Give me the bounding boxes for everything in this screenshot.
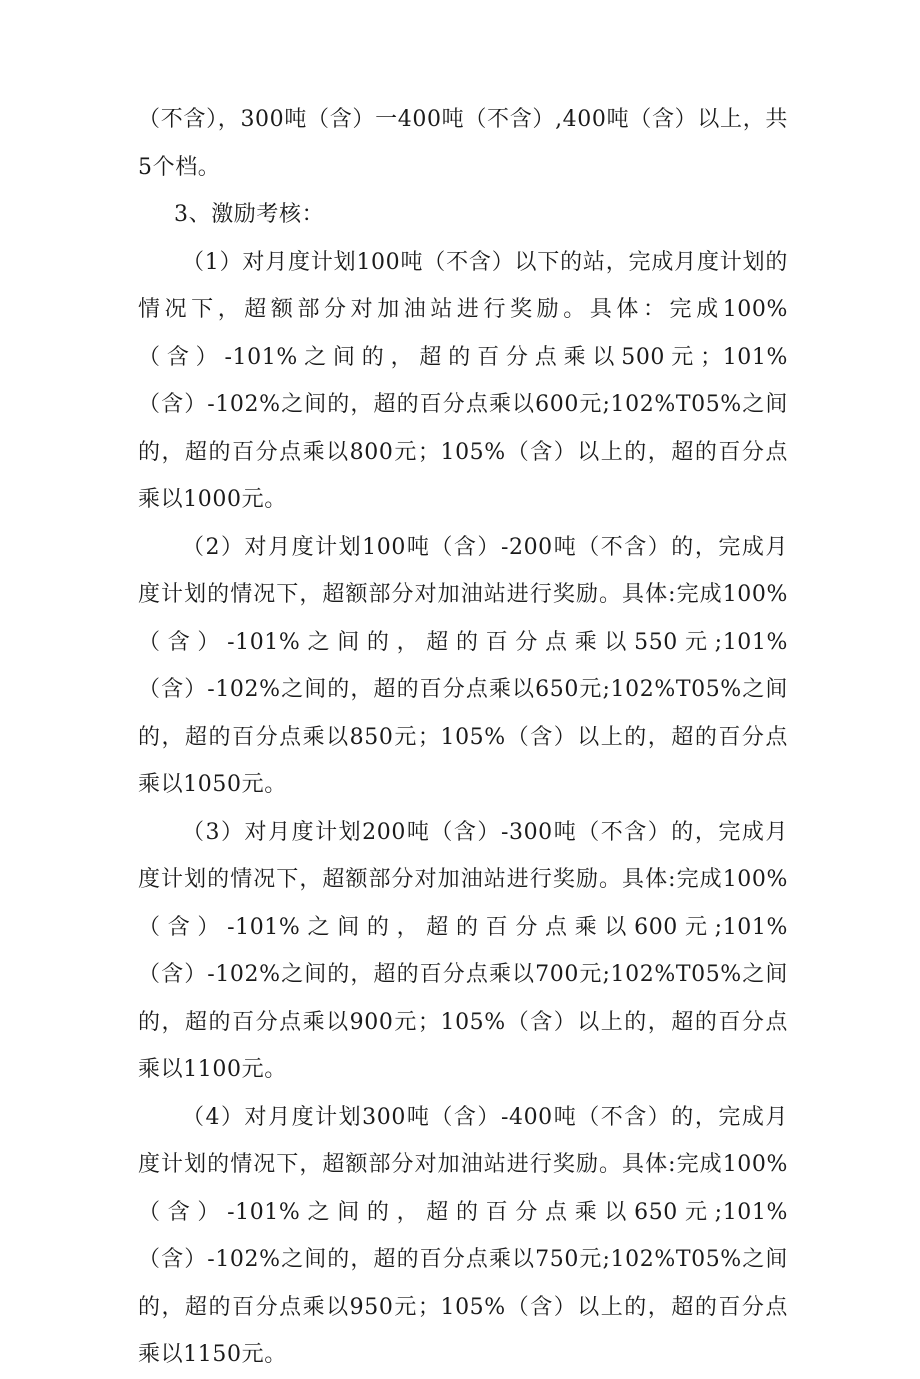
- item-paragraph-4: （4）对月度计划300吨（含）-400吨（不含）的，完成月度计划的情况下，超额部分对加油站进行奖励。具体:完成100%（含）-101%之间的，超的百分点乘以650元;101%（含）-102%之间的，超的百分点乘以750元;102%T05%之间的，超的百分点乘以950元；105%（含）以上的，超的百分点乘以1150元。: [138, 1104, 788, 1367]
- item-paragraph-1: （1）对月度计划100吨（不含）以下的站，完成月度计划的情况下，超额部分对加油站进行奖励。具体：完成100%（含）-101%之间的，超的百分点乘以500元；101%（含）-102%之间的，超的百分点乘以600元;102%T05%之间的，超的百分点乘以800元；105%（含）以上的，超的百分点乘以1000元。: [138, 249, 788, 512]
- document-body: [138, 96, 788, 1379]
- intro-paragraph: （不含），300吨（含）一400吨（不含）,400吨（含）以上，共5个档。: [138, 107, 788, 180]
- item-paragraph-2: （2）对月度计划100吨（含）-200吨（不含）的，完成月度计划的情况下，超额部分对加油站进行奖励。具体:完成100%（含）-101%之间的，超的百分点乘以550元;101%（含）-102%之间的，超的百分点乘以650元;102%T05%之间的，超的百分点乘以850元；105%（含）以上的，超的百分点乘以1050元。: [138, 534, 788, 797]
- item-paragraph-3: （3）对月度计划200吨（含）-300吨（不含）的，完成月度计划的情况下，超额部分对加油站进行奖励。具体:完成100%（含）-101%之间的，超的百分点乘以600元;101%（含）-102%之间的，超的百分点乘以700元;102%T05%之间的，超的百分点乘以900元；105%（含）以上的，超的百分点乘以1100元。: [138, 819, 788, 1082]
- section-heading: 3、激励考核：: [174, 202, 325, 227]
